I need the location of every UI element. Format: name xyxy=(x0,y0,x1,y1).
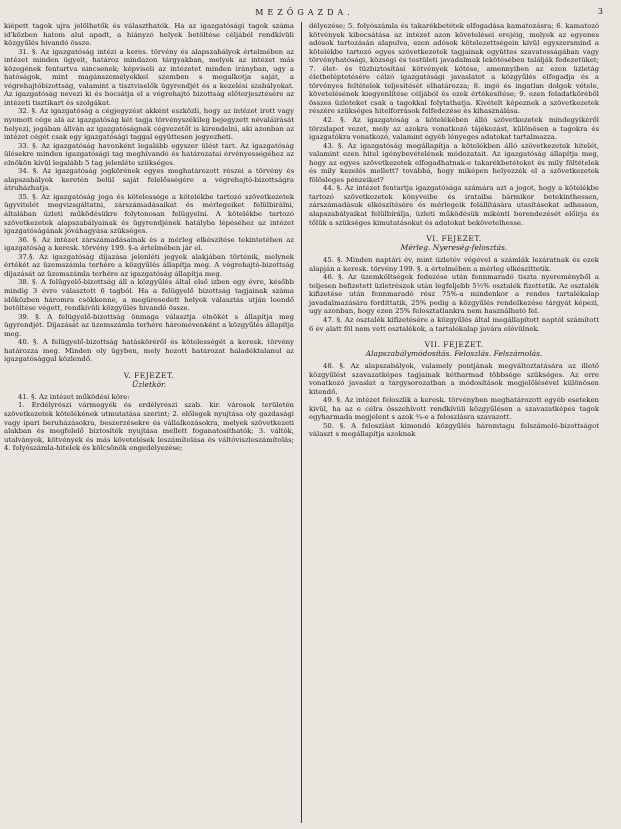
paragraph: 40. §. A felügyelő-bizottság hatásköréről és kötelességét a keresk. törvény határozza meg. Minden oly ügyben, mely hozott határozat haladéktalanul az igazgatósággal közlendő. xyxy=(4,338,294,364)
paragraph: 36. §. Az intézet zárszámadásainak és a mérleg elkészítése tekintetében az igazgatóság a keresk. törvény 199. §-a értelmében jár el. xyxy=(4,235,294,253)
paragraph: 45. §. Minden naptári év, mint üzletév végével a számlák lezáratnak és ezek alapján a keresk. törvény 199. §. a értelmében a mérleg elkészíttetik. xyxy=(309,256,599,273)
chapter-subtitle: Üzletkör. xyxy=(131,379,167,389)
chapter-heading: VI. FEJEZET. xyxy=(426,234,482,244)
paragraph: 41. §. Az intézet működési köre: xyxy=(18,392,130,401)
publication-title: MEZŐGAZDA. xyxy=(255,8,354,17)
paragraph: 50. §. A feloszlást kimondó közgyűlés háromtagu felszámoló-bizottságot választ s megállapítja azoknak xyxy=(309,421,599,439)
paragraph: 43. §. Az igazgatóság megállapítja a kötelékben álló szövetkezetek hitelét, valamint ezen hitel igénybevételének módozatait. Az igazgatóság állapítja meg, hogy az egyes szövetkezetek elfogadhatnak-e takarékbetéteket és mily föltételek és mily kezelés mellett? továbbá, hogy miképen helyezzék el a szövetkezetek fölösleges pénzeiket? xyxy=(309,141,599,184)
paragraph: kiépett tagok ujra jelölhetők és választhatók. Ha az igazgatósági tagok száma id'közben hatom alul apadt, a hiányzó helyek betöltése céljából rendkívüli közgyűlés hivandó össze. xyxy=(4,22,294,48)
paragraph: 1. Erdélyrészi vármegyék és erdélyrészi szab. kir. városok területén szövetkezetek kötelékének utmutatása szerint; 2. előlegek nyujtása oly gazdasági vagy ipari beruházásokra, beszerzésekre és vállalkozásokra, melyek szövetkezeti alakban és megfelelő biztosíték nyujtása mellett foganatosíthatók; 3. váltók, utalványok, kötvények és más követelések leszámítolása és váltóviszleszámítolás; 4. folyószámla-hitelek és kölcsönök engedélyezése; xyxy=(4,401,294,453)
paragraph: délyezése; 5. folyószámla és takarékbetétek elfogadása kamatozásra; 6. kamatozó kötvények kibocsátása az intézet azon követelései erejéig, melyek az egyenes adósok tartozásán alapulva, ezen adósok kötelezettségein kívül egyszersmind a kötelékbe tartozó egyes szövetkezetek tagjainak együttes szavatosságában vagy törvényhatósági, községi és testületi javadalmak lekötésében találják fedezetüket; 7. élet- és tüzbiztosítási kötvények kötése, amennyiben az ezen üzletág életbeléptetésére célzó igazgatósági javaslatot a közgyűlés elfogadja és a törvényes feltételek teljesítését elhatározza; 8. ingó és ingatlan dolgok vétele, követelésének kiegyenlítése céljából és ezek értékesítése; 9. ezen feladatköréből összes üzleteket csak a tagokkal folytathatja. Kivételt képeznek a szövetkezetek részére szükséges hitelforrások felfedezése és kihasználása. xyxy=(309,22,599,116)
paragraph: 46. §. Az üzemköltségek fedezése után fennmaradó tiszta nyereményből a teljesen befizetett üzletrészek után legfeljebb 5½% osztalék fizettetik. Az osztalék kifizetése után fennmaradó rész 75%-a mindenkor a rendes tartalékalap javadalmazására fordíttatik, 25% pedig a közgyűlés rendelkezése tárgyát képezi, ugy azonban, hogy ezen 25% felosztatlankra nem használható fel. xyxy=(309,273,599,316)
paragraph: 39. §. A felügyelő-bizottság önmaga választja elnökét s állapítja meg ügyrendjét. Díjazását az üzemszámla terhére háromévenként a közgyűlés állapítja meg. xyxy=(4,312,294,338)
chapter-heading: VII. FEJEZET. xyxy=(424,340,484,350)
paragraph: 42. §. Az igazgatóság a kötelékében álló szövetkezetek mindegyikéről törzslapot vezet, mely az azokra vonatkozó tájékozást, különösen a tagokra és igazgatókra vonatkozó, valamint egyéb lényeges adatokat tartalmazza. xyxy=(309,116,599,142)
paragraph: 38. §. A felügyelő-bizottság áll a közgyűlés által első izben egy évre, később mindig 3 évre választott 6 tagból. Ha a felügyelő bizottság tagjainak száma időközben háromra csökkenne, a megüresedett helyek választás utján leendő betöltése végett, rendkívüli közgyűlés hivandó össze. xyxy=(4,278,294,313)
paragraph: 49. §. Az intézet feloszlik a keresk. törvényben meghatározott egyéb eseteken kívül, ha az e célra összehívott rendkívüli közgyűlésen a szavazatképes tagok egyharmada megjelent s azok ¾-e a feloszlásra szavazott. xyxy=(309,396,599,422)
page-number: 3 xyxy=(597,7,603,16)
chapter-subtitle: Alapszabálymódosítás. Feloszlás. Felszámolás. xyxy=(365,349,543,359)
paragraph: 48. §. Az alapszabályok, valamely pontjának megváltoztatására az illető közgyűlést szavazatképes tagjainak kétharmad többsége szükséges. Az erre vonatkozó javaslat a tárgysorozatban a módosítások megjelölésével különösen kitendő. xyxy=(309,362,599,396)
paragraph: 33. §. Az igazgatóság havonként legalább egyszer ülést tart. Az igazgatóság ülésekre minden igazgatósági tag meghívandó és határozatai érvényességéhez az elnökön kívül legalább 5 tag jelenléte szükséges. xyxy=(4,141,294,167)
paragraph: 44. §. Az intézet fentartja igazgatósága számára azt a jogot, hogy a kötelékbe tartozó szövetkezetek könyveibe és irataiba bármikor betekinthessen, zárszámadásuk elkészítésére és mérlegeik felállítására utasításokat adhasson, alapszabályaikat felülbírálja, üzleti működésük mikénti berendezését előírja és tőlük a szükséges kimutatásokat és adatokat bekövetelhesse. xyxy=(309,184,599,227)
paragraph: 32. §. Az igazgatóság a cégjegyzést akként eszközli, hogy az intézet irott vagy nyomott cége alá az igazgatóság két tagja törvényszékileg bejegyzett névaláirását helyezi, jogában állván az igazgatóságnak cégvezetőt is kirendelni, aki azonban az intézet cégét csak egy igazgatósági taggal együttesen jegyezheti. xyxy=(4,107,294,142)
column-divider xyxy=(301,22,302,823)
chapter-subtitle: Mérleg. Nyereség-felosztás. xyxy=(400,243,508,253)
paragraph: 31. §. Az igazgatóság intézi a keres. törvény és alapszabályok értelmében az intézet minden ügyeit, határoz mindazon tárgyakban, melyek az intézet más közegének fentartva nincsenek; képviseli az intézetet minden irányban, ugy a hatóságok, mint magánszemélyekkel szemben s megalkotja saját, a végrehajtóbizottság, valamint a tisztviselők ügyrendjét és a kezelési szabályokat. Az igazgatóság nevezi ki és bocsátja el a végrehajtó bizottság előterjesztésére az intézeti tisztikart és szolgákat. xyxy=(4,47,294,107)
text-columns xyxy=(4,22,605,823)
page-header xyxy=(4,6,605,20)
right-column xyxy=(303,22,605,823)
paragraph: 34. §. Az igazgatóság jogkörének egyes meghatározott részei a törvény és alapszabályok keretén belül saját felelősségére a végrehajtó-bizottságra átruházhatja. xyxy=(4,167,294,193)
paragraph: 35. §. Az igazgatóság joga és kötelessége a kötelékbe tartozó szövetkezetek ügyvitelét megvizsgáltatni, zárszámadásaikat és mérlegeiket felülbirálni, általában üzleti működésükre folytonosan felügyelni. A kötelékbe tartozó szövetkezetek alapszabályainak és ügyrendjének hatályba lépéséhez az intézet igazgatóságának jóváhagyása szükséges. xyxy=(4,192,294,236)
chapter-heading: V. FEJEZET. xyxy=(123,370,175,380)
left-column xyxy=(4,22,300,823)
paragraph: 37.§. Az igazgatóság díjazása jelenléti jegyek alakjában történik, melynek értékét az üzemszámla terhére a közgyűlés állapítja meg. A végrehajtó-bizottság díjazását az üzemszámla terhére az igazgatóság állapítja meg. xyxy=(4,252,294,278)
paragraph: 47. §. Az osztalék kifizetésére a közgyűlés által megállapított naptól számított 6 év alatt föl nem vett osztalékok, a tartalékalap javára elévülnek. xyxy=(309,315,599,333)
